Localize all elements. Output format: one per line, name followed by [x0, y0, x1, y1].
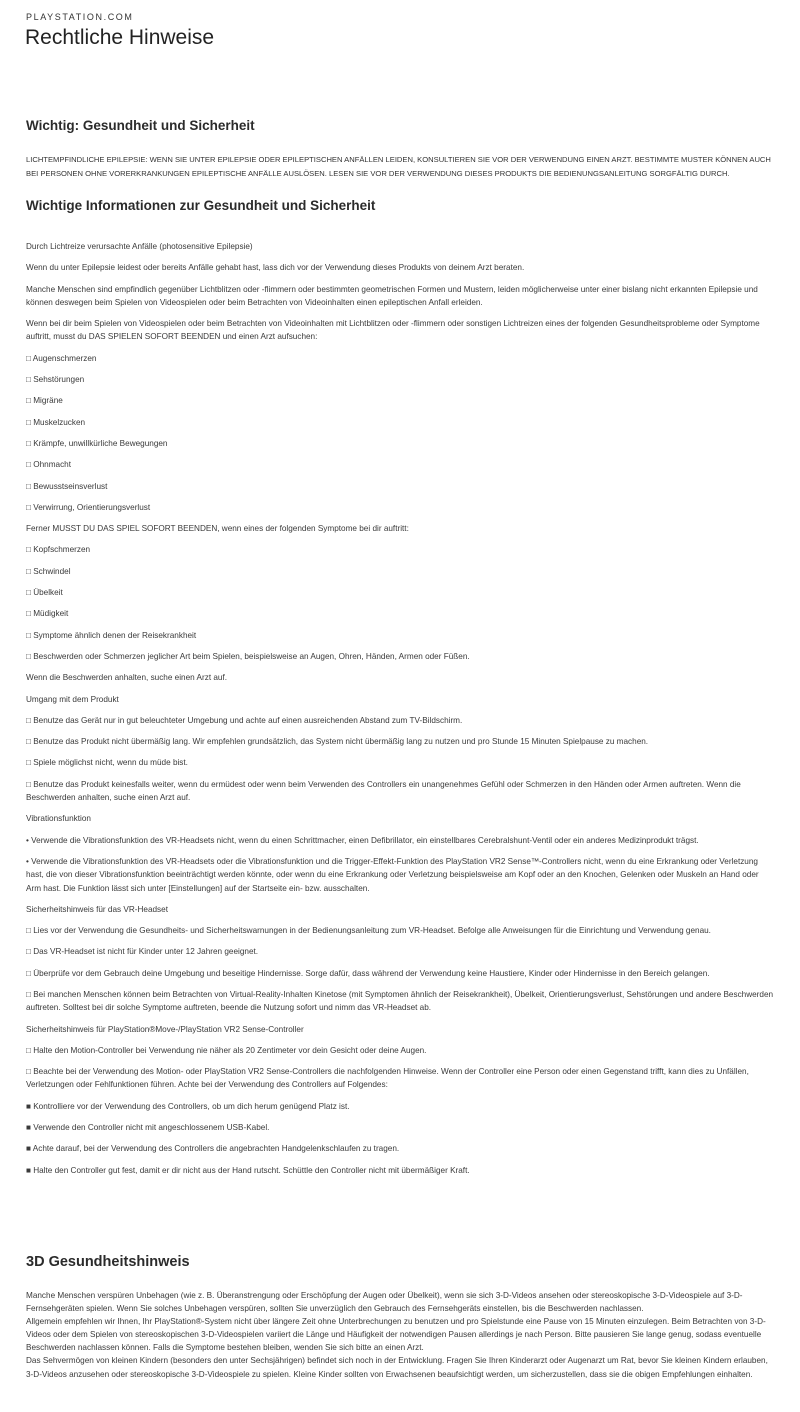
- controller-subitem: ■ Halte den Controller gut fest, damit er dir nicht aus der Hand rutscht. Schüttle den Controller nicht mit übermäßiger Kraft.: [26, 1165, 470, 1175]
- symptom-item: □ Sehstörungen: [26, 375, 85, 385]
- symptom-item: □ Migräne: [26, 396, 63, 406]
- controller-subitem: ■ Achte darauf, bei der Verwendung des Controllers die angebrachten Handgelenkschlaufen zu tragen.: [26, 1144, 400, 1154]
- handling-item: □ Benutze das Gerät nur in gut beleuchteter Umgebung und achte auf einen ausreichenden Abstand zum TV-Bildschirm.: [26, 715, 463, 725]
- info-paragraph: Wenn die Beschwerden anhalten, suche einen Arzt auf.: [26, 673, 228, 683]
- symptom-item: □ Bewusstseinsverlust: [26, 481, 108, 491]
- handling-item: □ Spiele möglichst nicht, wenn du müde bist.: [26, 758, 188, 768]
- brand-label[interactable]: PLAYSTATION.COM: [26, 12, 134, 22]
- controller-item: □ Beachte bei der Verwendung des Motion- oder PlayStation VR2 Sense-Controllers die nachfolgenden Hinweise. Wenn der Controller eine Person oder einen Gegenstand trifft, kann dies zu Unfällen, Verletzungen oder Fehlfunktionen führen. Achte bei der Verwendung des Controllers auf Folgendes:: [26, 1067, 749, 1090]
- symptom-item: □ Übelkeit: [26, 588, 63, 598]
- symptom-item: □ Augenschmerzen: [26, 353, 97, 363]
- controller-subitem: ■ Verwende den Controller nicht mit angeschlossenem USB-Kabel.: [26, 1123, 270, 1133]
- info-paragraph: Ferner MUSST DU DAS SPIEL SOFORT BEENDEN, wenn eines der folgenden Symptome bei dir auftritt:: [26, 524, 409, 534]
- vr-headset-item: □ Überprüfe vor dem Gebrauch deine Umgebung und beseitige Hindernisse. Sorge dafür, dass während der Verwendung keine Haustiere, Kinder oder Hindernisse in den Bereich gelangen.: [26, 968, 710, 978]
- symptom-item: □ Krämpfe, unwillkürliche Bewegungen: [26, 438, 168, 448]
- info-paragraph: Wenn du unter Epilepsie leidest oder bereits Anfälle gehabt hast, lass dich vor der Verwendung dieses Produkts von deinem Arzt beraten.: [26, 263, 525, 273]
- info-paragraph: Durch Lichtreize verursachte Anfälle (photosensitive Epilepsie): [26, 242, 253, 251]
- vibration-item: • Verwende die Vibrationsfunktion des VR-Headsets oder die Vibrationsfunktion und die Trigger-Effekt-Funktion des PlayStation VR2 Sense™-Controllers nicht, wenn du eine Erkrankung oder Verletzung hast, die von dieser Vibrationsfunktion beeinträchtigt werden könnte, oder wenn du eine Erkrankung oder Verletzung beispielsweise am Kopf oder an den Knochen, Gelenken oder Muskeln an Hand oder Arm hast. Die Funktion lässt sich unter [Einstellungen] auf der Startseite ein- bzw. ausschalten.: [26, 856, 759, 893]
- page-title: Rechtliche Hinweise: [25, 26, 215, 49]
- three-d-heading: 3D Gesundheitshinweis: [26, 1254, 190, 1270]
- warning-text: LICHTEMPFINDLICHE EPILEPSIE: WENN SIE UNTER EPILEPSIE ODER EPILEPTISCHEN ANFÄLLEN LEIDEN, KONSULTIEREN SIE VOR DER VERWENDUNG EINEN ARZT. BESTIMMTE MUSTER KÖNNEN AUCH BEI PERSONEN OHNE VORERKRANKUNGEN EPILEPTISCHE ANFÄLLE AUSLÖSEN. LESEN SIE VOR DER VERWENDUNG DIESES PRODUKTS DIE BEDIENUNGSANLEITUNG SORGFÄLTIG DURCH.: [26, 155, 771, 178]
- vr-headset-item: □ Bei manchen Menschen können beim Betrachten von Virtual-Reality-Inhalten Kinetose (mit Symptomen ähnlich der Reisekrankheit), Übelkeit, Orientierungsverlust, Sehstörungen und andere Beschwerden auftreten. Solltest bei dir solche Symptome auftreten, beende die Nutzung sofort und nimm das VR-Headset ab.: [26, 989, 774, 1013]
- symptom-item: □ Beschwerden oder Schmerzen jeglicher Art beim Spielen, beispielsweise an Augen, Ohren, Händen, Armen oder Füßen.: [26, 651, 470, 661]
- vr-headset-item: □ Das VR-Headset ist nicht für Kinder unter 12 Jahren geeignet.: [26, 947, 259, 957]
- symptom-item: □ Verwirrung, Orientierungsverlust: [26, 502, 151, 512]
- subsection-title-handling: Umgang mit dem Produkt: [26, 694, 119, 704]
- handling-item: □ Benutze das Produkt keinesfalls weiter, wenn du ermüdest oder wenn beim Verwenden des Controllers ein unangenehmes Gefühl oder Schmerzen in den Händen oder Armen auftreten. Wenn die Beschwerden anhalten, suche einen Arzt auf.: [26, 779, 741, 803]
- three-d-paragraph: Allgemein empfehlen wir Ihnen, Ihr PlayStation®-System nicht über längere Zeit ohne Unterbrechungen zu benutzen und pro Spielstunde eine Pause von 15 Minuten einzulegen. Beim Betrachten von 3-D-Videos oder dem Spielen von stereoskopischen 3-D-Videospielen variiert die Länge und Häufigkeit der notwendigen Pausen allerdings je nach Person. Bitte pausieren Sie lange genug, sodass eventuelle Beschwerden nachlassen können. Falls die Symptome bestehen bleiben, wenden Sie sich bitte an einen Arzt.: [26, 1317, 766, 1353]
- vr-headset-item: □ Lies vor der Verwendung die Gesundheits- und Sicherheitswarnungen in der Bedienungsanleitung zum VR-Headset. Befolge alle Anweisungen für die Einrichtung und Verwendung genau.: [26, 926, 711, 936]
- symptom-item: □ Müdigkeit: [26, 609, 69, 619]
- controller-subitem: ■ Kontrolliere vor der Verwendung des Controllers, ob um dich herum genügend Platz ist.: [26, 1101, 350, 1111]
- vibration-item: • Verwende die Vibrationsfunktion des VR-Headsets nicht, wenn du einen Schrittmacher, einen Defibrillator, ein einstellbares Cerebralshunt-Ventil oder ein anderes Medizinprodukt trägst.: [26, 835, 699, 845]
- three-d-content: [26, 1289, 774, 1381]
- subsection-title-controller: Sicherheitshinweis für PlayStation®Move-/PlayStation VR2 Sense-Controller: [26, 1024, 304, 1034]
- three-d-paragraph: Manche Menschen verspüren Unbehagen (wie z. B. Überanstrengung oder Erschöpfung der Augen oder Übelkeit), wenn sie sich 3-D-Videos ansehen oder stereoskopische 3-D-Videospiele auf 3-D-Fernsehgeräten spielen. Wenn Sie solches Unbehagen verspüren, sollten Sie unverzüglich den Gebrauch des Fernsehgeräts einstellen, bis die Beschwerden nachlassen.: [26, 1291, 743, 1314]
- subsection-title-vibration: Vibrationsfunktion: [26, 814, 91, 824]
- warning-heading: Wichtig: Gesundheit und Sicherheit: [26, 118, 255, 133]
- symptom-item: □ Symptome ähnlich denen der Reisekrankheit: [26, 630, 197, 640]
- info-content: [26, 240, 774, 1185]
- info-heading: Wichtige Informationen zur Gesundheit und Sicherheit: [26, 198, 376, 213]
- symptom-item: □ Muskelzucken: [26, 417, 86, 427]
- controller-item: □ Halte den Motion-Controller bei Verwendung nie näher als 20 Zentimeter vor dein Gesicht oder deine Augen.: [26, 1045, 427, 1055]
- handling-item: □ Benutze das Produkt nicht übermäßig lang. Wir empfehlen grundsätzlich, das System nicht übermäßig lang zu nutzen und pro Stunde 15 Minuten Spielpause zu machen.: [26, 737, 649, 747]
- symptom-item: □ Ohnmacht: [26, 460, 71, 470]
- info-paragraph: Manche Menschen sind empfindlich gegenüber Lichtblitzen oder -flimmern oder bestimmten geometrischen Formen und Mustern, leiden möglicherweise unter einer bislang nicht erkannten Epilepsie und können deswegen beim Spielen von Videospielen oder beim Betrachten von Videoinhalten einen epileptischen Anfall erleiden.: [26, 284, 758, 307]
- symptom-item: □ Kopfschmerzen: [26, 545, 91, 555]
- three-d-paragraph: Das Sehvermögen von kleinen Kindern (besonders den unter Sechsjährigen) befindet sich noch in der Entwicklung. Fragen Sie Ihren Kinderarzt oder Augenarzt um Rat, bevor Sie kleinen Kindern erlauben, 3-D-Videos anzusehen oder stereoskopische 3-D-Videospiele zu spielen. Kleine Kinder sollten von Erwachsenen beaufsichtigt werden, um sicherzustellen, dass sie die obigen Empfehlungen einhalten.: [26, 1356, 768, 1379]
- info-paragraph: Wenn bei dir beim Spielen von Videospielen oder beim Betrachten von Videoinhalten mit Lichtblitzen oder -flimmern oder sonstigen Lichtreizen eines der folgenden Gesundheitsprobleme oder Symptome auftritt, musst du DAS SPIELEN SOFORT BEENDEN und einen Arzt aufsuchen:: [26, 319, 760, 342]
- symptom-item: □ Schwindel: [26, 566, 71, 576]
- subsection-title-vr-headset: Sicherheitshinweis für das VR-Headset: [26, 904, 168, 914]
